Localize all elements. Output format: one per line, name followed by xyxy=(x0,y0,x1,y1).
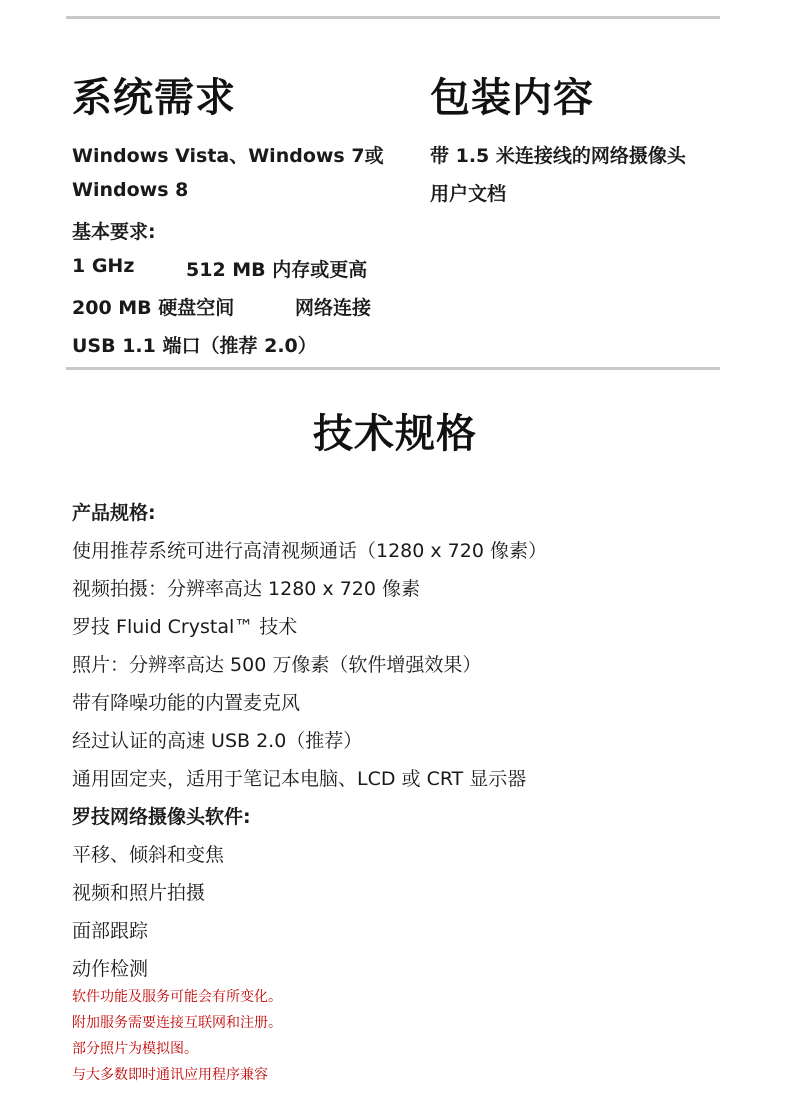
requirements-os-line-2: Windows 8 xyxy=(72,179,189,201)
requirements-network: 网络连接 xyxy=(295,297,372,319)
requirements-basic-label: 基本要求: xyxy=(72,221,156,243)
list-item: 罗技 Fluid Crystal™ 技术 xyxy=(72,616,298,638)
software-heading: 罗技网络摄像头软件: xyxy=(72,806,251,828)
product-specs-heading: 产品规格: xyxy=(72,502,156,524)
list-item: 通用固定夹，适用于笔记本电脑、LCD 或 CRT 显示器 xyxy=(72,768,527,790)
requirements-os-line-1: Windows Vista、Windows 7或 xyxy=(72,145,384,167)
list-item: 带有降噪功能的内置麦克风 xyxy=(72,692,301,714)
disclaimer-note: 软件功能及服务可能会有所变化。 xyxy=(72,989,282,1005)
requirements-usb: USB 1.1 端口（推荐 2.0） xyxy=(72,335,317,357)
disclaimer-note: 部分照片为模拟图。 xyxy=(72,1041,198,1057)
disclaimer-note: 附加服务需要连接互联网和注册。 xyxy=(72,1015,282,1031)
package-item-camera: 带 1.5 米连接线的网络摄像头 xyxy=(430,145,686,167)
requirements-title: 系统需求 xyxy=(72,75,236,121)
list-item: 平移、倾斜和变焦 xyxy=(72,844,225,866)
requirements-disk: 200 MB 硬盘空间 xyxy=(72,297,235,319)
package-title: 包装内容 xyxy=(430,75,594,121)
list-item: 使用推荐系统可进行高清视频通话（1280 x 720 像素） xyxy=(72,540,547,562)
package-item-docs: 用户文档 xyxy=(430,183,507,205)
requirements-cpu: 1 GHz xyxy=(72,255,135,277)
requirements-ram: 512 MB 内存或更高 xyxy=(186,259,368,281)
list-item: 视频拍摄：分辨率高达 1280 x 720 像素 xyxy=(72,578,421,600)
list-item: 动作检测 xyxy=(72,958,149,980)
disclaimer-note: 与大多数即时通讯应用程序兼容 xyxy=(72,1067,268,1083)
list-item: 视频和照片拍摄 xyxy=(72,882,206,904)
list-item: 面部跟踪 xyxy=(72,920,149,942)
list-item: 经过认证的高速 USB 2.0（推荐） xyxy=(72,730,363,752)
top-divider xyxy=(66,16,720,19)
specs-title: 技术规格 xyxy=(313,411,477,457)
middle-divider xyxy=(66,367,720,370)
list-item: 照片：分辨率高达 500 万像素（软件增强效果） xyxy=(72,654,482,676)
